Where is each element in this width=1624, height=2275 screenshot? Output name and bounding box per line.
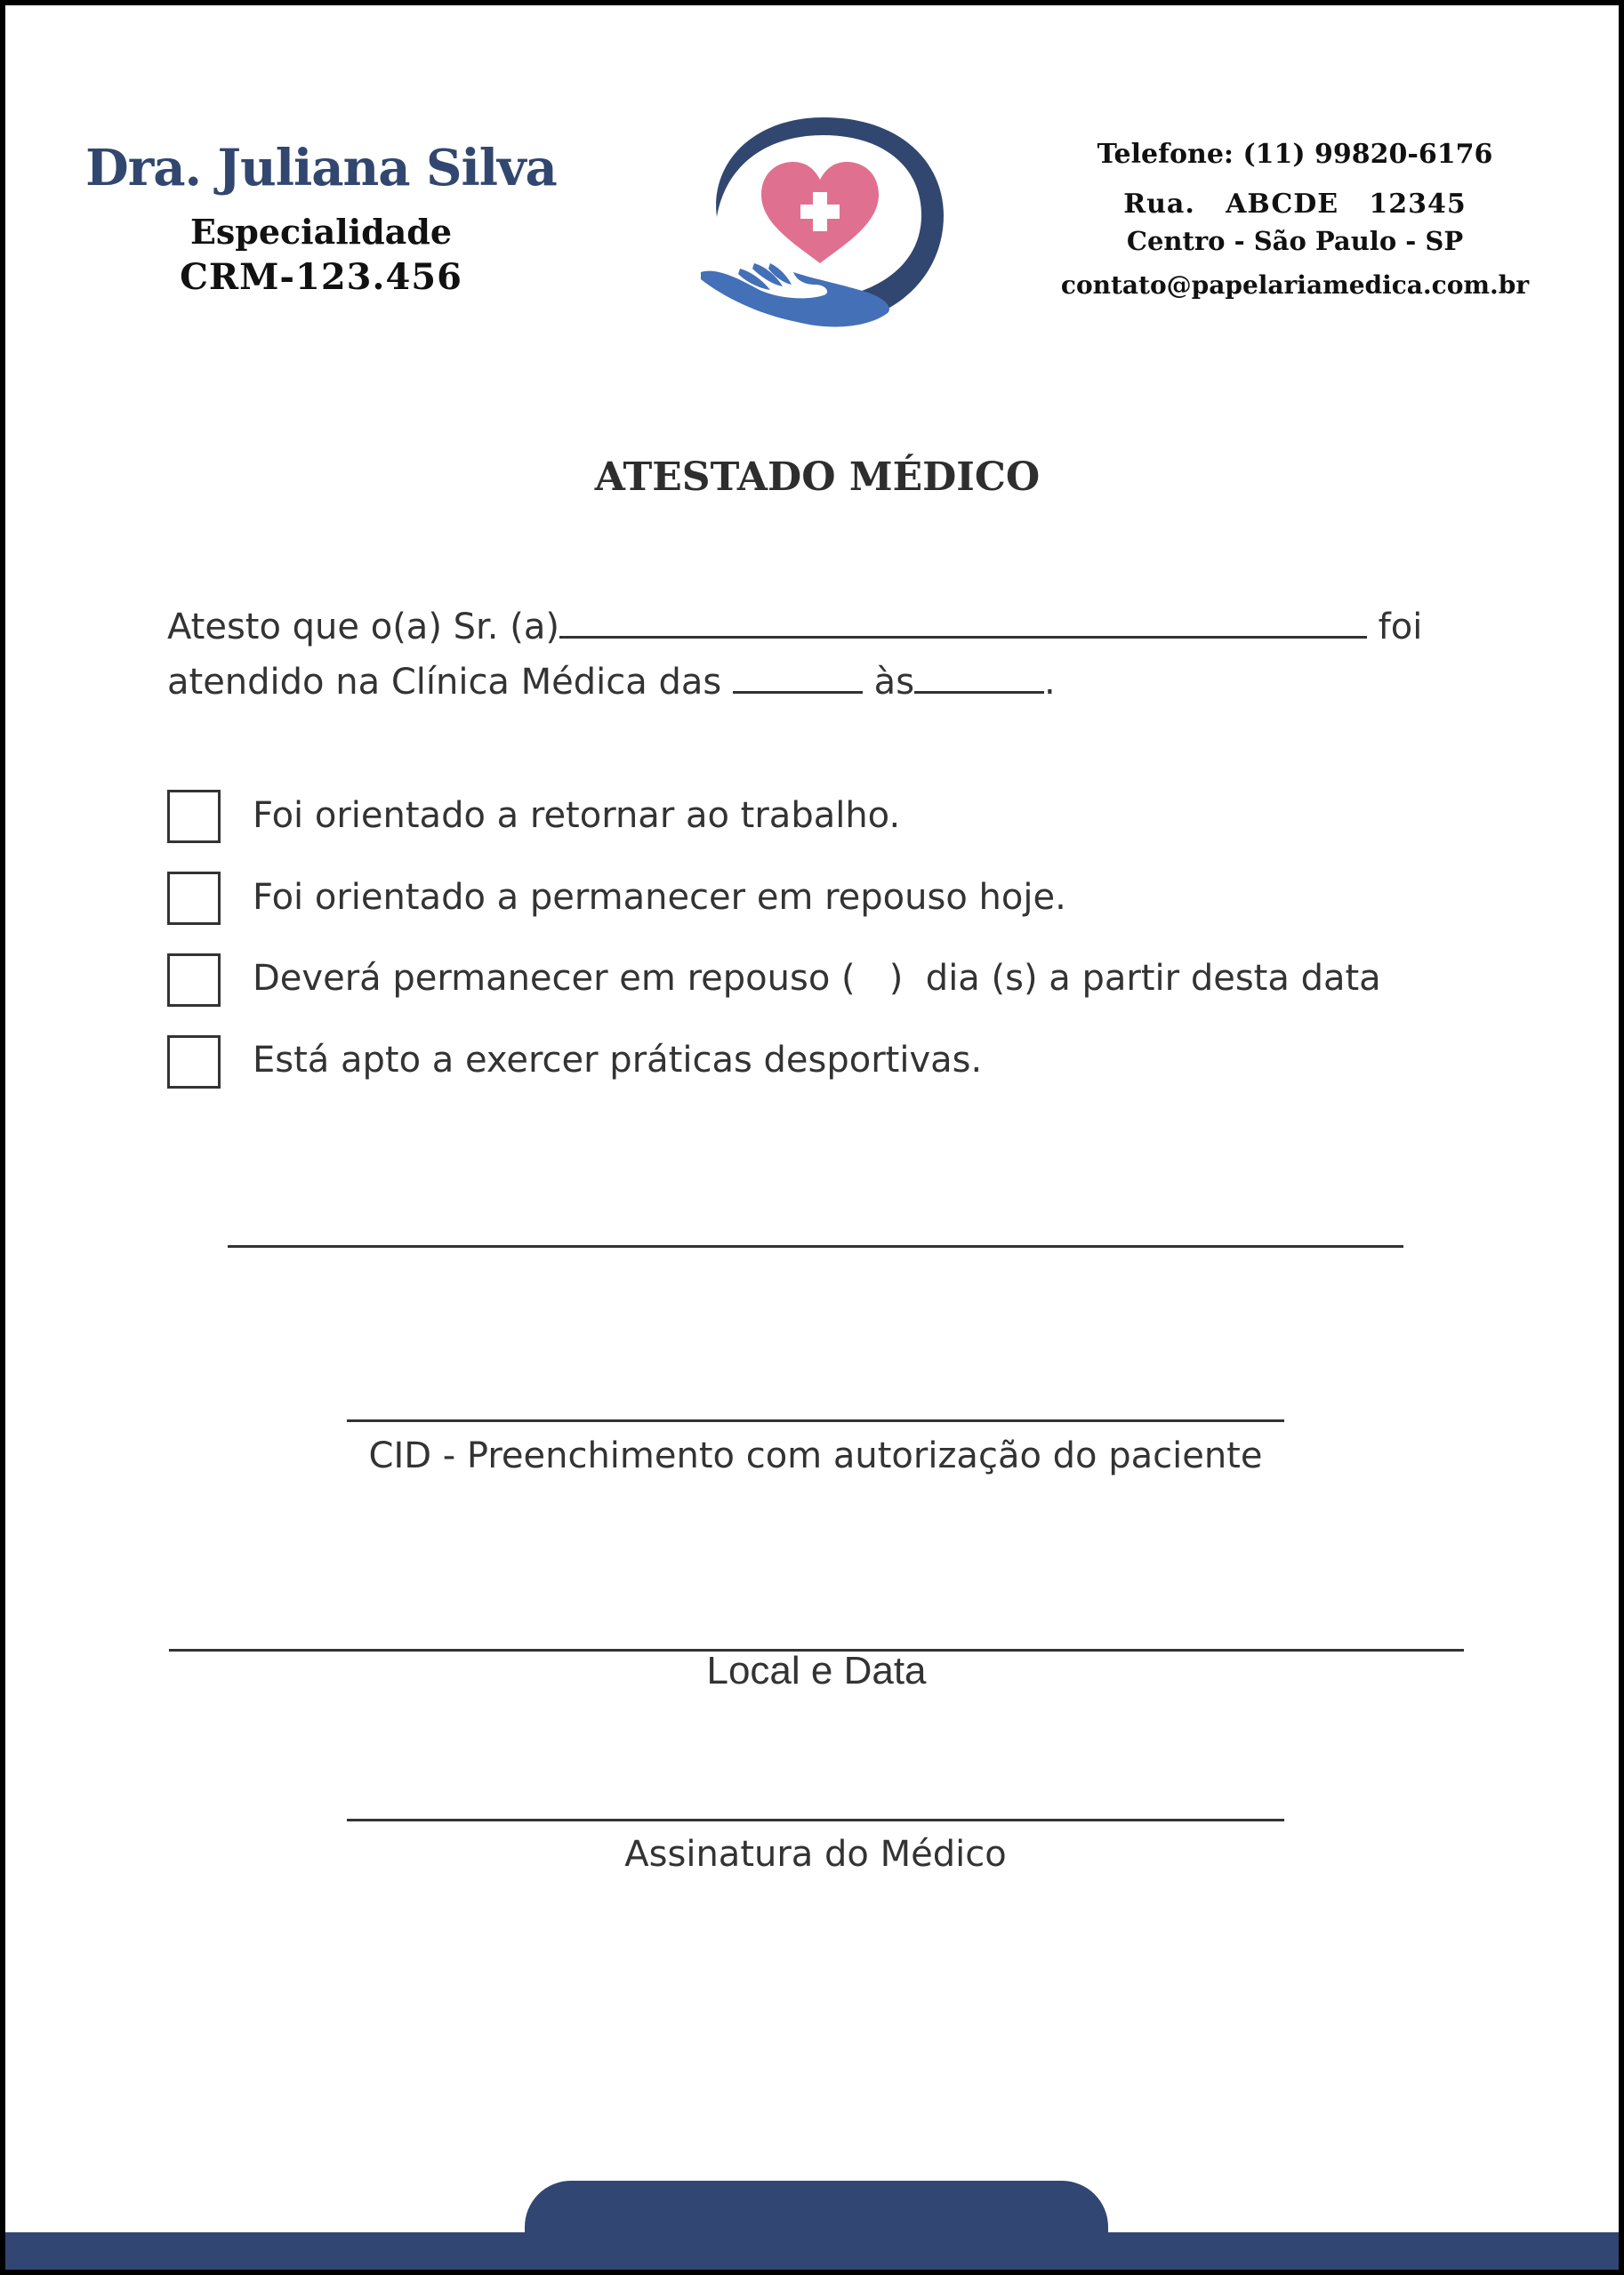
- option-label-rest-today: Foi orientado a permanecer em repouso hoje.: [253, 877, 1066, 918]
- statement-line-2: [167, 662, 1056, 703]
- doctor-crm: CRM-123.456: [180, 256, 462, 298]
- option-checkbox-sports[interactable]: [167, 1035, 221, 1089]
- option-checkbox-return-work[interactable]: [167, 790, 221, 843]
- option-label-sports: Está apto a exercer práticas desportivas.: [253, 1040, 983, 1081]
- signature-line[interactable]: [347, 1819, 1284, 1821]
- option-checkbox-rest-today[interactable]: [167, 872, 221, 925]
- patient-name-blank[interactable]: [559, 635, 1367, 639]
- option-label-rest-days: Deverá permanecer em repouso ( ) dia (s) a partir desta data: [253, 958, 1381, 999]
- place-date-caption: Local e Data: [706, 1649, 927, 1692]
- contact-district: Centro - São Paulo - SP: [1126, 226, 1464, 256]
- until-text: às: [862, 662, 915, 703]
- doctor-name: Dra. Juliana Silva: [85, 139, 557, 197]
- clinic-text: atendido na Clínica Médica das: [167, 662, 733, 703]
- contact-email: contato@papelariamedica.com.br: [1060, 270, 1530, 300]
- heart-hand-medical-logo: [690, 110, 948, 337]
- period-text: .: [1044, 662, 1056, 703]
- doctor-specialty: Especialidade: [189, 212, 453, 252]
- contact-street: Rua. ABCDE 12345: [1123, 189, 1467, 220]
- footer-bar: [5, 2232, 1624, 2270]
- option-label-return-work: Foi orientado a retornar ao trabalho.: [253, 795, 901, 836]
- option-checkbox-rest-days[interactable]: [167, 953, 221, 1007]
- end-time-blank[interactable]: [914, 690, 1044, 694]
- signature-caption: Assinatura do Médico: [624, 1834, 1007, 1875]
- document-title: ATESTADO MÉDICO: [594, 454, 1041, 500]
- statement-suffix: foi: [1366, 607, 1423, 647]
- statement-prefix: Atesto que o(a) Sr. (a): [167, 607, 559, 647]
- contact-phone: Telefone: (11) 99820-6176: [1097, 139, 1493, 170]
- blank-line[interactable]: [228, 1245, 1403, 1248]
- cid-line[interactable]: [347, 1419, 1284, 1422]
- cid-caption: CID - Preenchimento com autorização do paciente: [368, 1435, 1263, 1476]
- start-time-blank[interactable]: [733, 690, 863, 694]
- statement-line-1: [167, 607, 1422, 647]
